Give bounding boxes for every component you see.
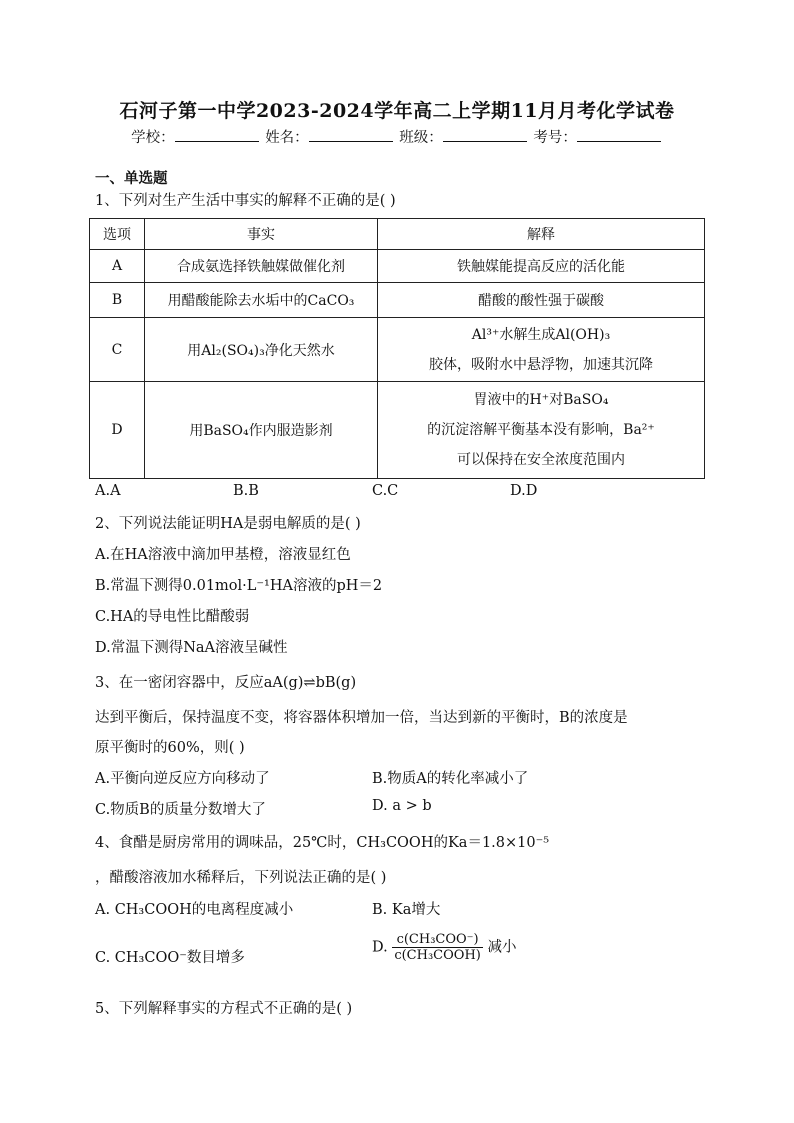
q2-choice-c[interactable]: C.HA的导电性比醋酸弱 (95, 609, 250, 625)
q4-choice-d-fraction (392, 932, 483, 963)
student-info-row (0, 126, 794, 147)
class-label: 班级： (399, 130, 443, 146)
fraction-denominator: c(CH₃COOH) (394, 948, 481, 963)
q1-table (89, 218, 705, 479)
q4-stem: 4、食醋是厨房常用的调味品，25℃时，CH₃COOH的Ka＝1.8×10⁻⁵ (95, 835, 550, 851)
school-label: 学校： (131, 130, 175, 146)
q1-stem: 1、下列对生产生活中事实的解释不正确的是( ) (95, 193, 396, 209)
q4-choice-b[interactable]: B. Ka增大 (372, 902, 441, 918)
table-row (90, 382, 705, 479)
q4-choice-a[interactable]: A. CH₃COOH的电离程度减小 (95, 902, 294, 918)
row-fact: 用BaSO₄作内服造影剂 (145, 382, 378, 479)
q4-choice-d-prefix: D. (372, 939, 388, 956)
exam-number-blank[interactable] (577, 127, 661, 142)
row-fact: 用醋酸能除去水垢中的CaCO₃ (145, 283, 378, 318)
name-blank[interactable] (309, 127, 393, 142)
section-title: 一、单选题 (95, 170, 168, 187)
row-fact: 合成氨选择铁触媒做催化剂 (145, 250, 378, 283)
row-option: D (90, 382, 145, 479)
q3-choice-d[interactable]: D. a > b (372, 798, 432, 814)
header-fact: 事实 (145, 219, 378, 250)
explain-line: 胃液中的H⁺对BaSO₄ (473, 392, 609, 408)
q1-choice-c[interactable]: C.C (372, 483, 399, 499)
q3-choice-a[interactable]: A.平衡向逆反应方向移动了 (95, 771, 270, 787)
q5-stem: 5、下列解释事实的方程式不正确的是( ) (95, 1001, 353, 1017)
row-explain: 醋酸的酸性强于碳酸 (378, 283, 705, 318)
q2-choice-b[interactable]: B.常温下测得0.01mol·L⁻¹HA溶液的pH＝2 (95, 578, 383, 594)
q3-line-3: 原平衡时的60%，则( ) (95, 740, 245, 756)
fraction-numerator: c(CH₃COO⁻) (392, 932, 483, 948)
name-label: 姓名： (265, 130, 309, 146)
header-option: 选项 (90, 219, 145, 250)
table-row (90, 283, 705, 318)
table-row (90, 250, 705, 283)
class-blank[interactable] (443, 127, 527, 142)
q3-line-2: 达到平衡后，保持温度不变，将容器体积增加一倍，当达到新的平衡时，B的浓度是 (95, 710, 628, 726)
explain-line: 可以保持在安全浓度范围内 (457, 452, 625, 468)
header-explain: 解释 (378, 219, 705, 250)
q1-choice-d[interactable]: D.D (510, 483, 538, 499)
exam-number-label: 考号： (533, 130, 577, 146)
q4-line-2: ，醋酸溶液加水稀释后，下列说法正确的是( ) (95, 870, 387, 886)
row-explain: 铁触媒能提高反应的活化能 (378, 250, 705, 283)
q1-choice-b[interactable]: B.B (233, 483, 259, 499)
q2-stem: 2、下列说法能证明HA是弱电解质的是( ) (95, 516, 361, 532)
q1-choice-a[interactable]: A.A (95, 483, 121, 499)
row-option: C (90, 318, 145, 382)
q4-choice-d-suffix: 减小 (487, 939, 517, 956)
q4-choice-d[interactable] (372, 932, 516, 963)
q2-choice-d[interactable]: D.常温下测得NaA溶液呈碱性 (95, 640, 288, 656)
q3-choice-c[interactable]: C.物质B的质量分数增大了 (95, 802, 266, 818)
q2-choice-a[interactable]: A.在HA溶液中滴加甲基橙，溶液显红色 (95, 547, 351, 563)
row-explain (378, 382, 705, 479)
explain-line: Al³⁺水解生成Al(OH)₃ (471, 326, 611, 343)
q3-stem: 3、在一密闭容器中，反应aA(g)⇌bB(g) (95, 675, 357, 691)
table-row (90, 318, 705, 382)
q3-choice-b[interactable]: B.物质A的转化率减小了 (372, 771, 529, 787)
row-explain (378, 318, 705, 382)
school-blank[interactable] (175, 127, 259, 142)
explain-line: 胶体，吸附水中悬浮物，加速其沉降 (429, 356, 653, 373)
q4-choice-c[interactable]: C. CH₃COO⁻数目增多 (95, 950, 245, 966)
row-option: B (90, 283, 145, 318)
row-fact: 用Al₂(SO₄)₃净化天然水 (145, 318, 378, 382)
exam-title: 石河子第一中学2023-2024学年高二上学期11月月考化学试卷 (119, 100, 675, 122)
explain-line: 的沉淀溶解平衡基本没有影响，Ba²⁺ (427, 422, 655, 438)
row-option: A (90, 250, 145, 283)
